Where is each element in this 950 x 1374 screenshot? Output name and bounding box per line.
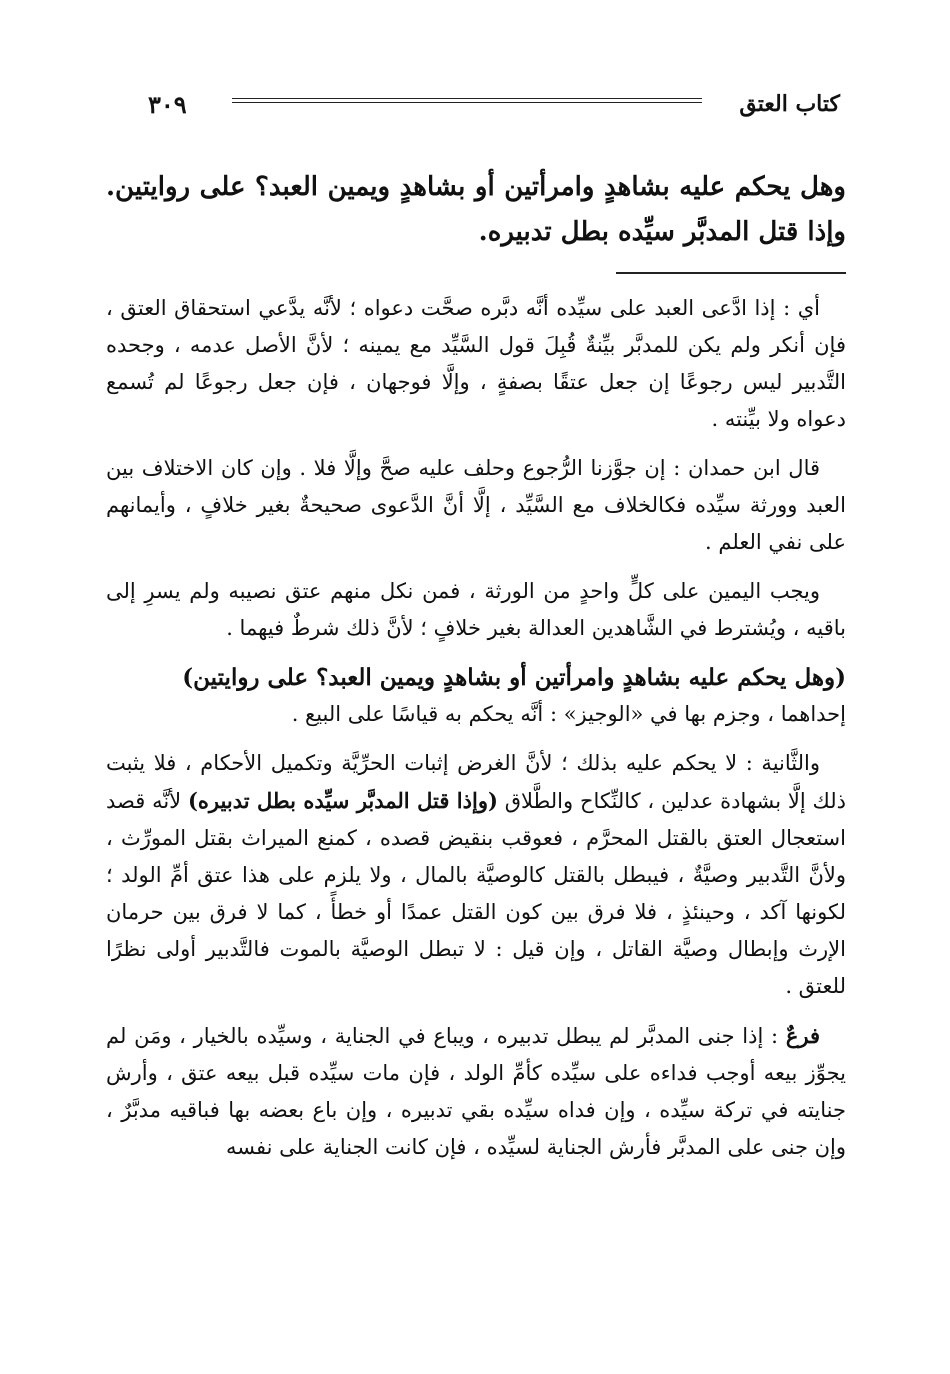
paragraph-text: والثَّانية : لا يحكم عليه بذلك ؛ لأنَّ الغرض إثبات الحرِّيَّة وتكميل الأحكام ، فلا يثبت ذلك إلَّا بشهادة عدلين ، كالنِّكاح والطَّلاق [106, 751, 846, 813]
paragraph-text: لأنَّه قصد استعجال العتق بالقتل المحرَّم ، فعوقب بنقيض قصده ، كمنع الميراث بقتل المورِّث ، ولأنَّ التَّدبير وصيَّةٌ ، فيبطل بالقتل كالوصيَّة بالمال ، ولا يلزم على هذا عتق أمِّ الولد ؛ لكونها آكد ، وحينئذٍ ، فلا فرق بين كون القتل عمدًا أو خطأً ، كما لا فرق بين حرمان الإرث وإبطال وصيَّة القاتل ، وإن قيل : لا تبطل الوصيَّة بالموت فالتَّدبير أولى نظرًا للعتق . [106, 789, 846, 998]
paragraph-text: : إذا جنى المدبَّر لم يبطل تدبيره ، ويباع في الجناية ، وسيِّده بالخيار ، ومَن لم يجوِّز بيعه أوجب فداءه على سيِّده كأمِّ الولد ، فإن مات سيِّده قبل بيعه عتق ، وأرش جنايته في تركة سيِّده ، وإن فداه سيِّده بقي تدبيره ، وإن باع بعضه بها فباقيه مدبَّرٌ ، وإن جنى على المدبَّر فأرش الجناية لسيِّده ، فإن كانت الجناية على نفسه [106, 1024, 846, 1159]
running-title: كتاب العتق [739, 91, 840, 117]
separator-rule [616, 272, 846, 274]
header-rule [232, 98, 702, 103]
paragraph: قال ابن حمدان : إن جوَّزنا الرُّجوع وحلف عليه صحَّ وإلَّا فلا . وإن كان الاختلاف بين العبد وورثة سيِّده فكالخلاف مع السَّيِّد ، إلَّا أنَّ الدَّعوى صحيحةٌ بغير خلافٍ ، وأيمانهم على نفي العلم . [106, 456, 846, 554]
paragraph [106, 745, 846, 1005]
paragraph: أي : إذا ادَّعى العبد على سيِّده أنَّه دبَّره صحَّت دعواه ؛ لأنَّه يدَّعي استحقاق العتق ، فإن أنكر ولم يكن للمدبَّر بيِّنةٌ قُبِلَ قول السَّيِّد مع يمينه ؛ لأنَّ الأصل عدمه ، وجحده التَّدبير ليس رجوعًا إن جعل عتقًا بصفةٍ ، وإلَّا فوجهان ، فإن جعل رجوعًا لم تُسمع دعواه ولا بيِّنته . [106, 296, 846, 431]
matn-text: وهل يحكم عليه بشاهدٍ وامرأتين أو بشاهدٍ ويمين العبد؟ على روايتين. وإذا قتل المدبَّر سيِّده بطل تدبيره. [106, 172, 846, 247]
quoted-matn: (وهل يحكم عليه بشاهدٍ وامرأتين أو بشاهدٍ ويمين العبد؟ على روايتين) [182, 664, 846, 691]
page-header [148, 82, 840, 126]
paragraph [106, 1017, 846, 1166]
quoted-matn-inline: (وإذا قتل المدبَّر سيِّده بطل تدبيره) [187, 788, 498, 813]
paragraph: ويجب اليمين على كلٍّ واحدٍ من الورثة ، فمن نكل منهم عتق نصيبه ولم يسرِ إلى باقيه ، ويُشترط في الشَّاهدين العدالة بغير خلافٍ ؛ لأنَّ ذلك شرطٌ فيهما . [106, 579, 846, 640]
commentary [106, 290, 846, 1178]
page-number: ٣٠٩ [148, 89, 187, 119]
far-heading: فرعٌ [785, 1023, 820, 1048]
paragraph: إحداهما ، وجزم بها في «الوجيز» : أنَّه يحكم به قياسًا على البيع . [291, 702, 846, 726]
